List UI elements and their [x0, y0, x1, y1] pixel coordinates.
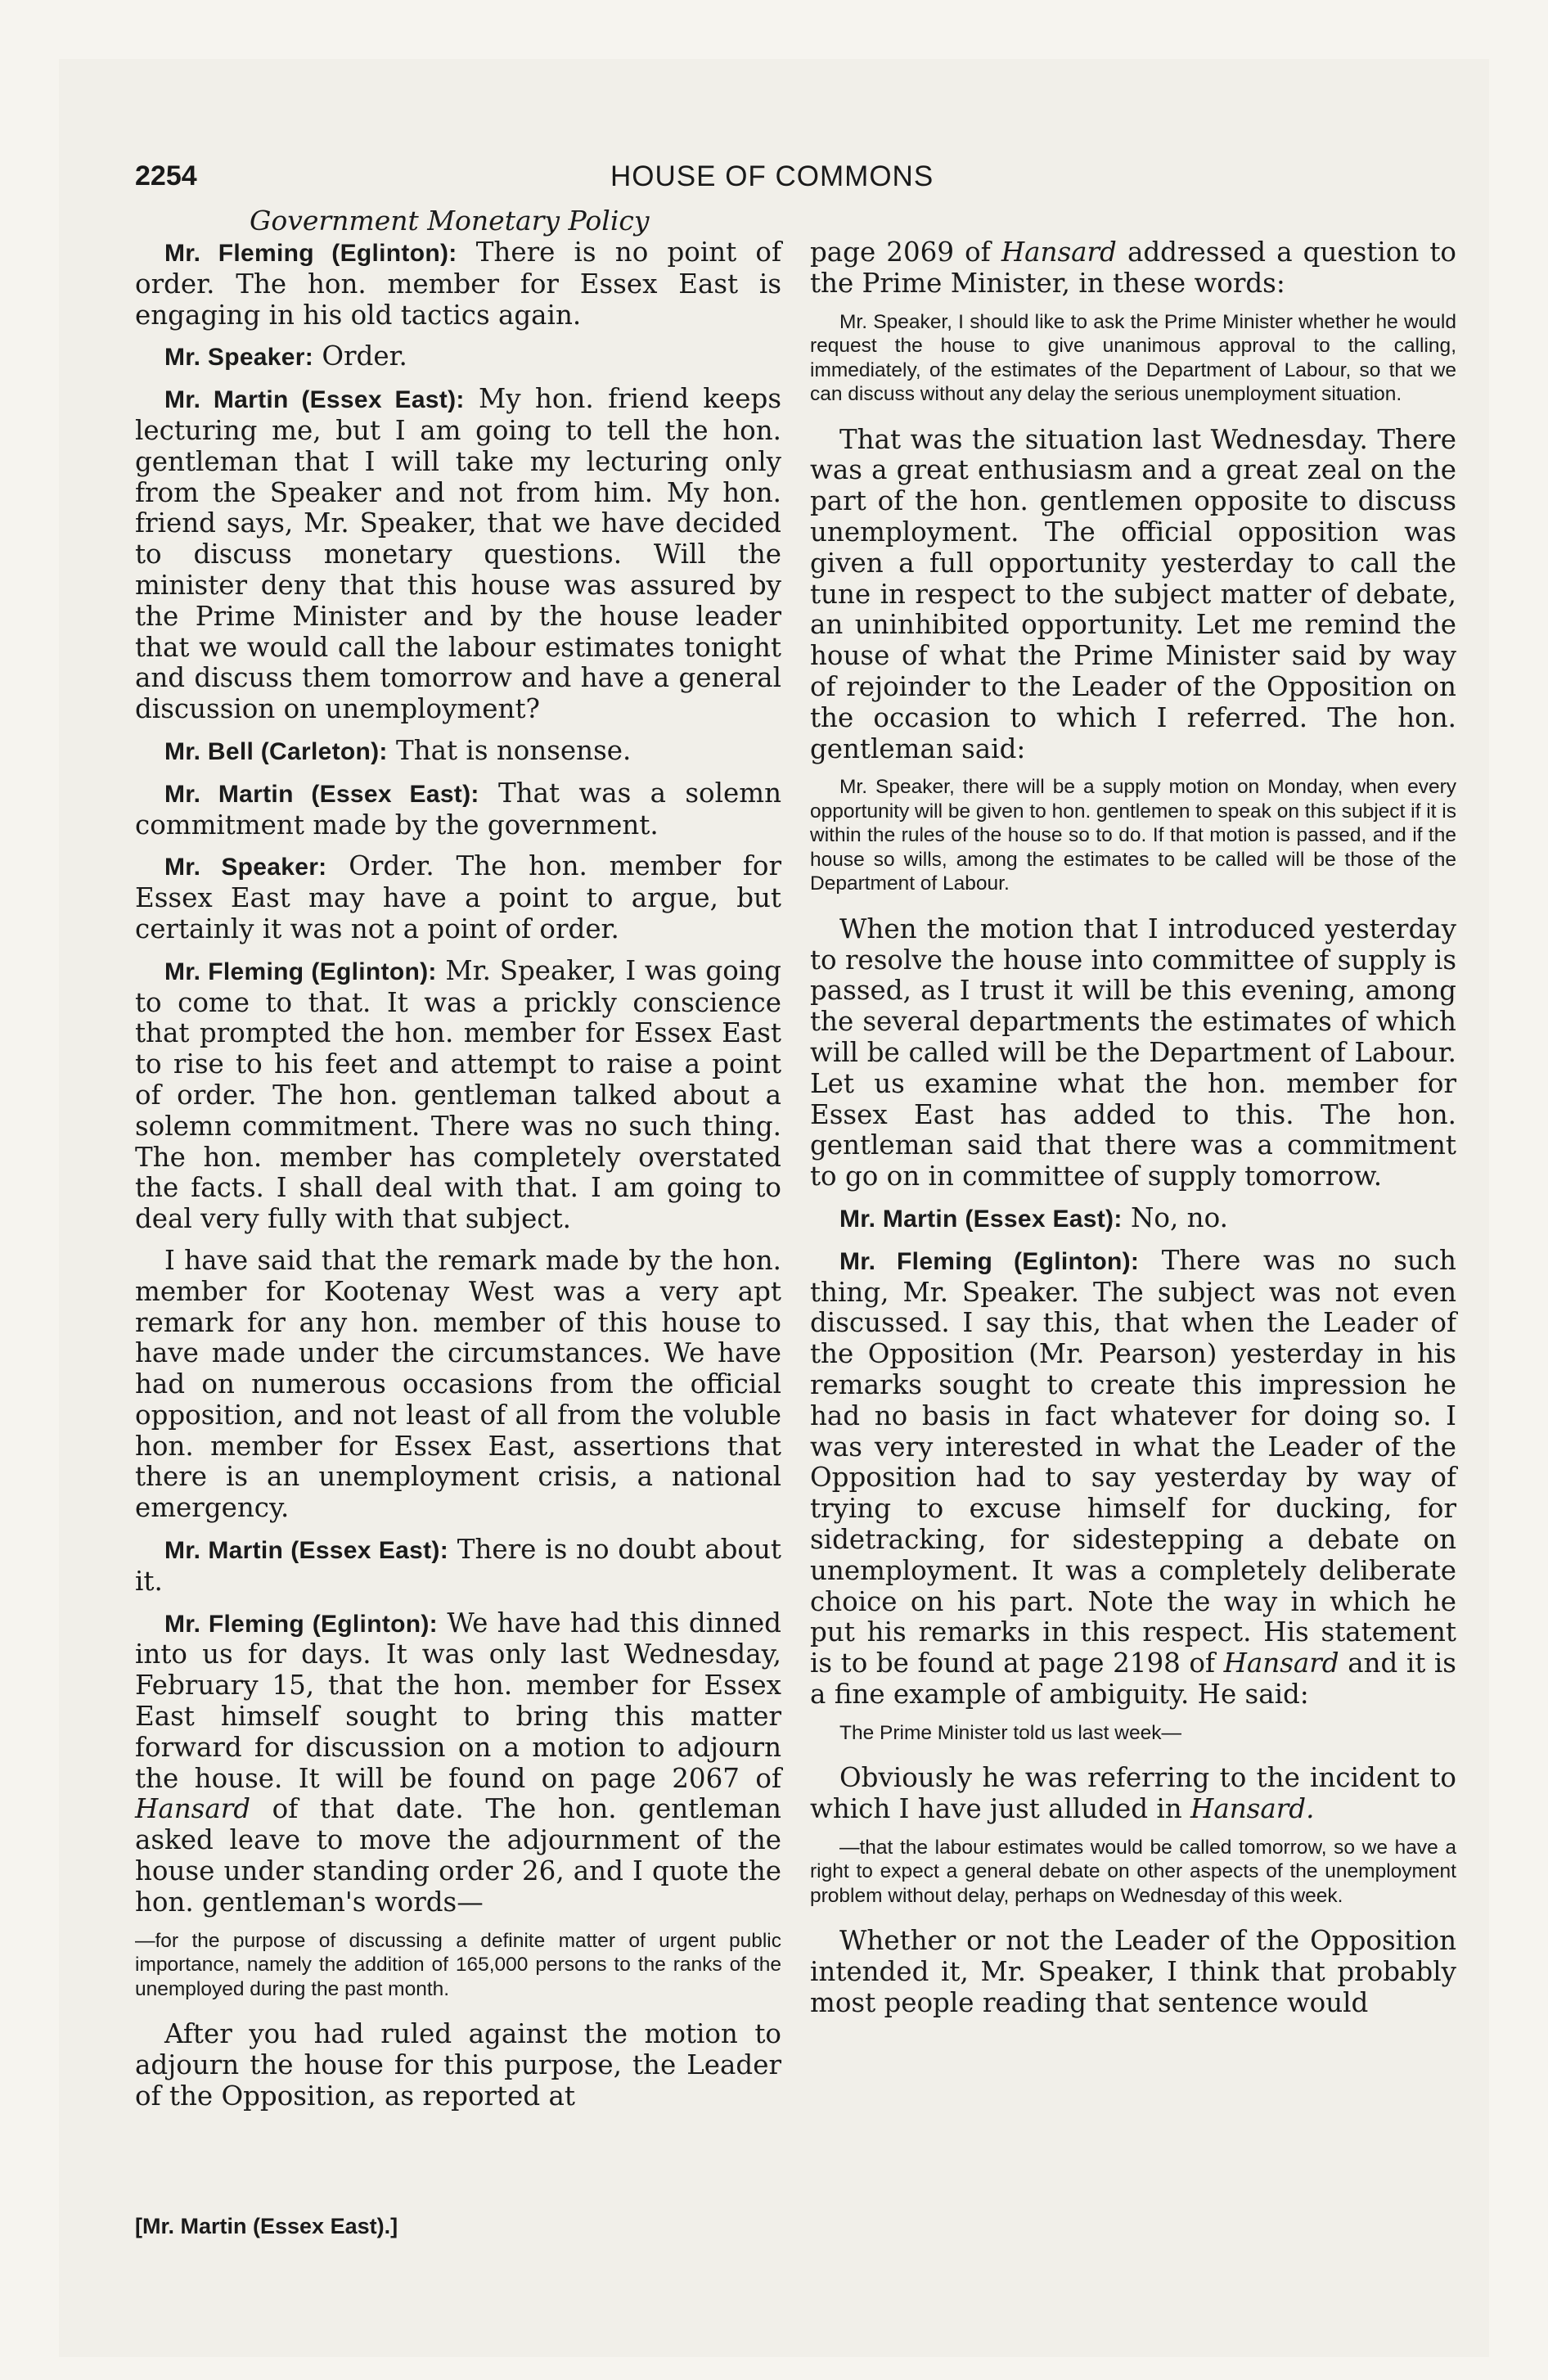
speaker-name: Mr. Martin (Essex East):	[164, 386, 465, 414]
speaker-name: Mr. Fleming (Eglinton):	[164, 240, 457, 267]
speech-text: That is nonsense.	[396, 734, 632, 766]
speaker-name: Mr. Speaker:	[164, 854, 327, 881]
speech-text: There is no doubt about it.	[135, 1534, 781, 1597]
speech-text: Obviously he was referring to the incident to which I have just alluded in	[810, 1762, 1456, 1825]
paragraph	[135, 1608, 781, 1918]
speech-text: My hon. friend keeps lecturing me, but I am going to tell the hon. gentleman that I will take my lecturing only from the Speaker and not from him. My hon. friend says, Mr. Speaker, that we have decided to discuss monetary questions. Will the minister deny that this house was assured by the Prime Minister and by the house leader that we would call the labour estimates tonight and discuss them tomorrow and have a general discussion on unemployment?	[135, 383, 781, 725]
block-quote: The Prime Minister told us last week—	[839, 1721, 1181, 1744]
block-quote: Mr. Speaker, I should like to ask the Prime Minister whether he would request the house to give unanimous approval to the calling, immediately, of the estimates of the Department of Labour, so that we can discuss without any delay the serious unemployment situation.	[810, 310, 1456, 406]
speech-text: That was the situation last Wednesday. There was a great enthusiasm and a great zeal on the part of the hon. gentlemen opposite to discuss unemployment. The official opposition was given a full opportunity yesterday to call the tune in respect to the subject matter of debate, an uninhibited opportunity. Let me remind the house of what the Prime Minister said by way of rejoinder to the Leader of the Opposition on the occasion to which I referred. The hon. gentleman said:	[810, 423, 1456, 764]
paragraph	[810, 1246, 1456, 1711]
speaker-continuation-note: [Mr. Martin (Essex East).]	[135, 2214, 398, 2238]
block-quote: —for the purpose of discussing a definite matter of urgent public importance, namely the addition of 165,000 persons to the ranks of the unemployed during the past month.	[135, 1929, 781, 2000]
page-title: HOUSE OF COMMONS	[610, 160, 934, 192]
paragraph	[135, 778, 781, 841]
paragraph	[135, 341, 781, 373]
paragraph	[810, 1926, 1456, 2018]
speaker-name: Mr. Bell (Carleton):	[164, 737, 388, 765]
paragraph	[810, 237, 1456, 300]
speech-text: and it is a fine example of ambiguity. He said:	[810, 1648, 1456, 1710]
speech-text: Whether or not the Leader of the Opposition intended it, Mr. Speaker, I think that probably most people reading that sentence would	[810, 1925, 1456, 2018]
speaker-name: Mr. Fleming (Eglinton):	[839, 1247, 1140, 1275]
block-quote: Mr. Speaker, there will be a supply motion on Monday, when every opportunity will be given to hon. gentlemen to speak on this subject if it is within the rules of the house so to do. If that motion is passed, and if the house so wills, among the estimates to be called will be those of the Department of Labour.	[810, 776, 1456, 895]
speech-text: page 2069 of	[810, 237, 991, 268]
hansard-reference: Hansard	[1223, 1648, 1339, 1679]
speech-text: After you had ruled against the motion to adjourn the house for this purpose, the Leader of the Opposition, as reported at	[135, 2018, 781, 2112]
speaker-name: Mr. Fleming (Eglinton):	[164, 958, 437, 985]
speech-text: There was no such thing, Mr. Speaker. The subject was not even discussed. I say this, that when the Leader of the Opposition (Mr. Pearson) yesterday in his remarks sought to create this impression he had no basis in fact whatever for doing so. I was very interested in what the Leader of the Opposition had to say yesterday by way of trying to excuse himself for ducking, for sidetracking, for sidestepping a debate on unemployment. It was a completely deliberate choice on his part. Note the way in which he put his remarks in this respect. His statement is to be found at page 2198 of	[810, 1244, 1456, 1679]
paragraph	[135, 851, 781, 944]
paragraph	[810, 1203, 1456, 1235]
speech-text: I have said that the remark made by the hon. member for Kootenay West was a very apt remark for any hon. member of this house to have made under the circumstances. We have had on numerous occasions from the official opposition, and not least of all from the voluble hon. member for Essex East, assertions that there is an unemployment crisis, a national emergency.	[135, 1244, 781, 1524]
speaker-name: Mr. Fleming (Eglinton):	[164, 1610, 438, 1638]
speech-text: We have had this dinned into us for days. It was only last Wednesday, February 15, that the hon. member for Essex East himself sought to bring this matter forward for discussion on a motion to adjourn the house. It will be found on page 2067 of	[135, 1607, 781, 1794]
speaker-name: Mr. Speaker:	[164, 344, 314, 372]
speaker-name: Mr. Martin (Essex East):	[164, 1537, 448, 1565]
hansard-reference: Hansard	[1001, 237, 1117, 268]
paragraph	[810, 914, 1456, 1192]
speech-text: When the motion that I introduced yesterday to resolve the house into committee of supply is passed, as I trust it will be this evening, among the several departments the estimates of which will be called will be the Department of Labour. Let us examine what the hon. member for Essex East has added to this. The hon. gentleman said that there was a commitment to go on in committee of supply tomorrow.	[810, 913, 1456, 1192]
block-quote: —that the labour estimates would be called tomorrow, so we have a right to expect a general debate on other aspects of the unemployment problem without delay, perhaps on Wednesday of this week.	[810, 1836, 1456, 1907]
hansard-reference: Hansard	[135, 1793, 251, 1825]
page-number: 2254	[135, 160, 197, 192]
running-head: Government Monetary Policy	[250, 205, 650, 237]
speech-text: addressed a question to the Prime Minister, in these words:	[810, 237, 1456, 299]
paragraph	[135, 237, 781, 331]
speaker-name: Mr. Martin (Essex East):	[164, 780, 479, 808]
hansard-reference: Hansard.	[1190, 1793, 1315, 1825]
speech-text: Order.	[322, 340, 407, 372]
speech-text: That was a solemn commitment made by the government.	[135, 777, 781, 841]
speech-text: No, no.	[1130, 1202, 1228, 1234]
paragraph	[810, 1763, 1456, 1825]
speaker-name: Mr. Martin (Essex East):	[839, 1206, 1123, 1233]
paragraph	[135, 2019, 781, 2112]
speech-text: Order. The hon. member for Essex East may have a point to argue, but certainly it was not a point of order.	[135, 850, 781, 944]
right-column	[810, 237, 1456, 2030]
speech-text: of that date. The hon. gentleman asked leave to move the adjournment of the house under standing order 26, and I quote the hon. gentleman's words—	[135, 1793, 781, 1918]
left-column	[135, 237, 781, 2123]
paragraph	[135, 1535, 781, 1598]
paragraph	[135, 956, 781, 1235]
speech-text: Mr. Speaker, I was going to come to that. It was a prickly conscience that prompted the hon. member for Essex East to rise to his feet and attempt to raise a point of order. The hon. gentleman talked about a solemn commitment. There was no such thing. The hon. member has completely overstated the facts. I shall deal with that. I am going to deal very fully with that subject.	[135, 954, 781, 1235]
paragraph	[135, 1246, 781, 1524]
paragraph	[135, 384, 781, 725]
paragraph	[810, 425, 1456, 765]
speech-text: There is no point of order. The hon. member for Essex East is engaging in his old tactics again.	[135, 237, 781, 331]
paragraph	[135, 736, 781, 768]
